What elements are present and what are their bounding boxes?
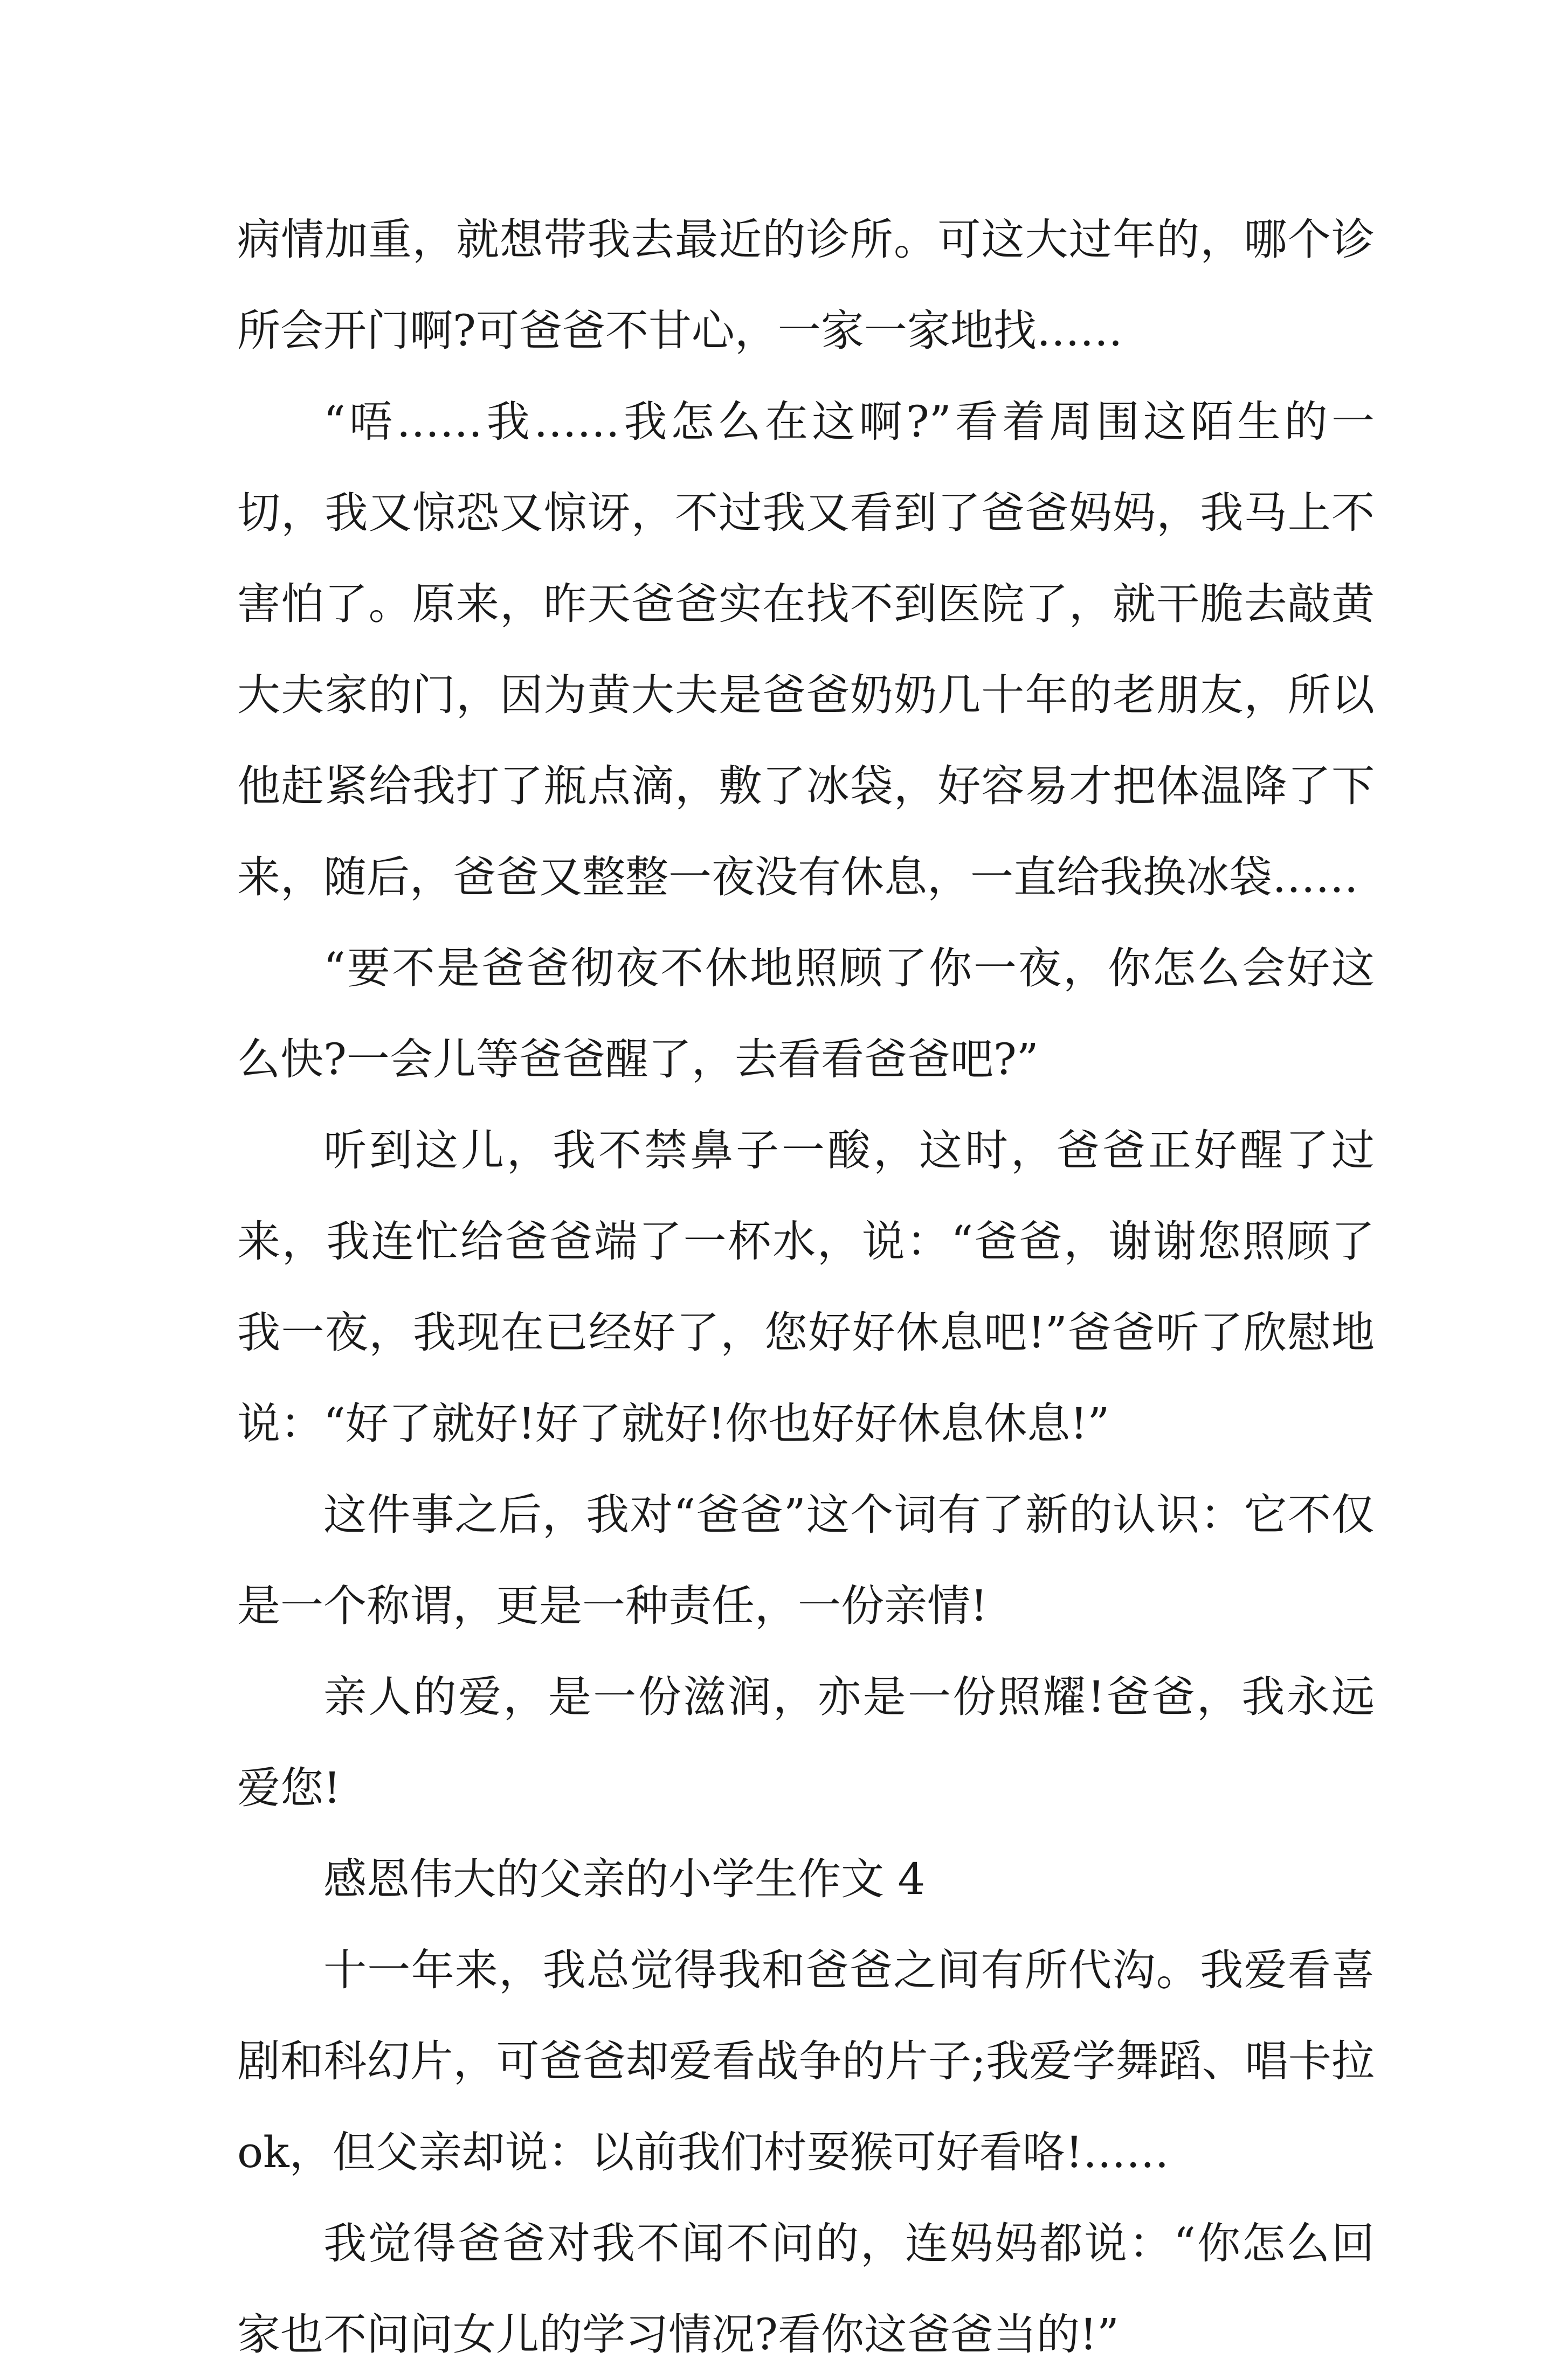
paragraph-continuation: 病情加重，就想带我去最近的诊所。可这大过年的，哪个诊所会开门啊?可爸爸不甘心，一家一家地找…… (237, 215, 1375, 356)
paragraph: 听到这儿，我不禁鼻子一酸，这时，爸爸正好醒了过来，我连忙给爸爸端了一杯水，说：“爸爸，谢谢您照顾了我一夜，我现在已经好了，您好好休息吧!”爸爸听了欣慰地说：“好了就好!好了就好!你也好好休息休息!” (237, 1125, 1375, 1449)
paragraph: 我觉得爸爸对我不闻不问的，连妈妈都说：“你怎么回家也不问问女儿的学习情况?看你这爸爸当的!” (237, 2218, 1375, 2360)
paragraph: “要不是爸爸彻夜不休地照顾了你一夜，你怎么会好这么快?一会儿等爸爸醒了，去看看爸爸吧?” (237, 943, 1375, 1084)
paragraph: 十一年来，我总觉得我和爸爸之间有所代沟。我爱看喜剧和科幻片，可爸爸却爱看战争的片子;我爱学舞蹈、唱卡拉 ok，但父亲却说：以前我们村耍猴可好看咯!…… (237, 1945, 1375, 2177)
paragraph: 亲人的爱，是一份滋润，亦是一份照耀!爸爸，我永远爱您! (237, 1672, 1375, 1813)
paragraph: 这件事之后，我对“爸爸”这个词有了新的认识：它不仅是一个称谓，更是一种责任，一份亲情! (237, 1490, 1375, 1631)
document-body (237, 194, 1375, 2380)
paragraph: “唔……我……我怎么在这啊?”看着周围这陌生的一切，我又惊恐又惊讶，不过我又看到了爸爸妈妈，我马上不害怕了。原来，昨天爸爸实在找不到医院了，就干脆去敲黄大夫家的门，因为黄大夫是爸爸奶奶几十年的老朋友，所以他赶紧给我打了瓶点滴，敷了冰袋，好容易才把体温降了下来，随后，爸爸又整整一夜没有休息，一直给我换冰袋…… (237, 397, 1375, 902)
section-heading: 感恩伟大的父亲的小学生作文 4 (323, 1854, 926, 1904)
